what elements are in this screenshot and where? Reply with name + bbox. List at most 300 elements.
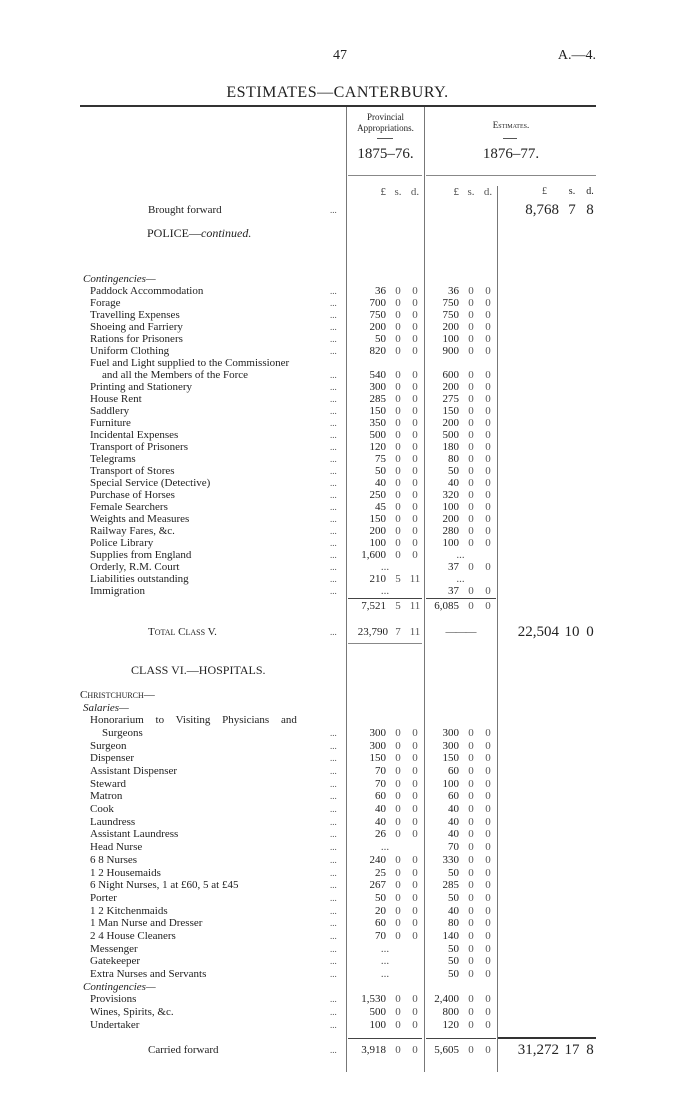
leader-dots: ...: [330, 956, 337, 967]
pence: 0: [412, 405, 418, 417]
row-label: Laundress: [90, 815, 136, 828]
pounds: 45: [375, 501, 386, 513]
leader-dots: ...: [330, 298, 337, 308]
shillings: 7: [395, 626, 401, 638]
pounds: 75: [375, 453, 386, 465]
total-rule: [348, 643, 422, 644]
pence: 0: [412, 333, 418, 345]
pence: 11: [409, 600, 421, 612]
pence: 0: [485, 525, 491, 537]
pounds: 150: [369, 513, 386, 525]
shillings: 0: [468, 333, 474, 345]
table-row: [80, 525, 597, 537]
pounds: 60: [448, 790, 459, 803]
table-row: [80, 765, 597, 777]
pounds: 36: [375, 285, 386, 297]
pounds: 100: [442, 777, 459, 790]
pence: 0: [412, 765, 418, 778]
shillings: 0: [395, 879, 401, 892]
shillings: 0: [395, 891, 401, 904]
shillings: 0: [395, 333, 401, 345]
pence: 0: [485, 285, 491, 297]
pounds: 820: [369, 345, 386, 357]
police-heading-continued: continued.: [201, 226, 252, 240]
brought-forward-row: [80, 202, 597, 218]
leader-dots: ...: [330, 478, 337, 488]
row-label: Gatekeeper: [90, 955, 141, 968]
shillings: 0: [395, 477, 401, 489]
row-label: Rations for Prisoners: [90, 333, 183, 345]
leader-dots: ...: [330, 854, 337, 865]
table-row: [80, 585, 597, 597]
pounds: 200: [369, 321, 386, 333]
row-label: Printing and Stationery: [90, 381, 193, 393]
total-class-v-row: [80, 624, 597, 640]
shillings: 0: [395, 405, 401, 417]
pounds: 200: [442, 417, 459, 429]
pounds: 280: [442, 525, 459, 537]
table-row: [80, 285, 597, 297]
blank-value: ...: [380, 942, 390, 955]
row-label: Matron: [90, 790, 123, 803]
shillings: 0: [395, 441, 401, 453]
table-row: [80, 537, 597, 549]
pence: 0: [412, 453, 418, 465]
leader-dots: ...: [330, 842, 337, 853]
table-row: [80, 429, 597, 441]
pounds: 240: [369, 853, 386, 866]
pence: 0: [485, 561, 491, 573]
pounds: 36: [448, 285, 459, 297]
pounds: 100: [442, 537, 459, 549]
pounds: 285: [369, 393, 386, 405]
pence: 0: [485, 879, 491, 892]
shillings: 0: [468, 477, 474, 489]
pounds: 40: [375, 815, 386, 828]
shillings: 0: [468, 815, 474, 828]
pounds: 320: [442, 489, 459, 501]
row-label: Incidental Expenses: [90, 429, 179, 441]
pounds: 100: [369, 537, 386, 549]
row-label: Steward: [90, 777, 127, 790]
shillings: 0: [468, 891, 474, 904]
pounds: 60: [375, 917, 386, 930]
pounds: 7,521: [361, 600, 386, 612]
row-label: House Rent: [90, 393, 142, 405]
pounds: 50: [448, 942, 459, 955]
pence: 0: [485, 345, 491, 357]
pounds: 70: [375, 929, 386, 942]
pence: 0: [485, 477, 491, 489]
pence: 0: [412, 429, 418, 441]
shillings: 0: [395, 993, 401, 1006]
shillings: 0: [468, 879, 474, 892]
pounds: 25: [375, 866, 386, 879]
shillings: 0: [468, 393, 474, 405]
shillings-unit: s.: [394, 186, 402, 198]
pence: 0: [412, 777, 418, 790]
pounds: 750: [442, 309, 459, 321]
table-row: [80, 441, 597, 453]
shillings: 0: [468, 866, 474, 879]
pence: 0: [412, 477, 418, 489]
table-row: [80, 778, 597, 790]
pounds: 70: [375, 777, 386, 790]
pence: 0: [485, 513, 491, 525]
shillings: 0: [395, 917, 401, 930]
pounds: 22,504: [517, 624, 559, 640]
pounds: 700: [369, 297, 386, 309]
total-class-v-label: Total Class V.: [148, 626, 217, 638]
pence: 0: [412, 345, 418, 357]
pence: 0: [412, 417, 418, 429]
police-heading: [147, 226, 251, 241]
shillings: 0: [395, 1018, 401, 1031]
shillings: 0: [395, 285, 401, 297]
row-label: Transport of Prisoners: [90, 441, 188, 453]
shillings: 0: [395, 309, 401, 321]
pounds: 100: [442, 333, 459, 345]
pounds: 120: [369, 441, 386, 453]
row-label: Cook: [90, 803, 114, 816]
row-label: Telegrams: [90, 453, 136, 465]
pence: 0: [485, 866, 491, 879]
leader-dots: ...: [330, 804, 337, 815]
pence-unit: d.: [483, 186, 493, 198]
shillings: 0: [468, 585, 474, 597]
pence: 0: [485, 489, 491, 501]
col1-header-rule: [348, 175, 422, 176]
pounds: 1,600: [361, 549, 386, 561]
leader-dots: ...: [330, 829, 337, 840]
leader-dots: ...: [330, 943, 337, 954]
leader-dots: ...: [330, 430, 337, 440]
pence: 0: [485, 727, 491, 740]
table-row: [80, 981, 597, 993]
table-row: [80, 381, 597, 393]
shillings: 0: [395, 513, 401, 525]
pence: 0: [485, 417, 491, 429]
pounds: 3,918: [361, 1044, 386, 1056]
pence: 0: [412, 381, 418, 393]
pounds-unit: £: [542, 186, 547, 197]
pounds: 26: [375, 828, 386, 841]
row-label: Dispenser: [90, 752, 134, 765]
total-class-v-col2-dash: ———: [445, 626, 476, 638]
pence: 0: [412, 739, 418, 752]
table-row: [80, 943, 597, 955]
row-label: Weights and Measures: [90, 513, 190, 525]
row-label: Travelling Expenses: [90, 309, 180, 321]
shillings: 0: [468, 501, 474, 513]
shillings: 0: [468, 1044, 474, 1056]
shillings: 0: [468, 904, 474, 917]
pounds: 120: [442, 1018, 459, 1031]
shillings: 0: [468, 803, 474, 816]
pounds: 300: [369, 727, 386, 740]
pounds: 23,790: [357, 626, 388, 638]
pounds: 285: [442, 879, 459, 892]
shillings: 0: [468, 955, 474, 968]
row-label: 2 4 House Cleaners: [90, 929, 176, 942]
pounds: 60: [448, 765, 459, 778]
table-row: [80, 417, 597, 429]
table-row: [80, 917, 597, 929]
pence: 0: [485, 600, 491, 612]
row-label: Immigration: [90, 585, 145, 597]
pence: 0: [485, 828, 491, 841]
shillings: 0: [395, 321, 401, 333]
pence: 0: [412, 321, 418, 333]
pounds: 20: [375, 904, 386, 917]
row-label: Head Nurse: [90, 841, 143, 854]
table-row: [80, 702, 597, 714]
pence: 0: [412, 489, 418, 501]
row-label: Surgeons: [102, 727, 143, 740]
table-row: [80, 867, 597, 879]
pence: 0: [412, 513, 418, 525]
shillings-unit: s.: [568, 186, 576, 197]
leader-dots: ...: [330, 728, 337, 739]
pence: 0: [485, 942, 491, 955]
leader-dots: ...: [330, 526, 337, 536]
table-row: [80, 905, 597, 917]
pence: 0: [412, 1006, 418, 1018]
shillings: 0: [395, 417, 401, 429]
row-label: 6 Night Nurses, 1 at £60, 5 at £45: [90, 879, 239, 892]
pounds: 200: [369, 525, 386, 537]
table-row: [80, 477, 597, 489]
shillings: 0: [395, 345, 401, 357]
pounds-unit: £: [453, 186, 459, 198]
col2-year: 1876–77.: [482, 146, 540, 162]
leader-dots: ...: [330, 394, 337, 404]
pounds: 275: [442, 393, 459, 405]
shillings: 0: [468, 828, 474, 841]
pence: 0: [485, 777, 491, 790]
leader-dots: ...: [330, 382, 337, 392]
police-heading-main: POLICE—: [147, 226, 201, 240]
leader-dots: ...: [330, 490, 337, 500]
pounds: 300: [369, 381, 386, 393]
pence: 0: [485, 929, 491, 942]
pounds: 50: [375, 465, 386, 477]
shillings: 0: [395, 815, 401, 828]
pence: 0: [485, 790, 491, 803]
shillings: 0: [468, 285, 474, 297]
table-row: [80, 930, 597, 942]
shillings: 0: [468, 929, 474, 942]
table-row: [80, 955, 597, 967]
pounds: 900: [442, 345, 459, 357]
carried-forward-row: [80, 1042, 597, 1058]
shillings: 0: [468, 765, 474, 778]
page-number: 47: [333, 48, 347, 63]
row-label: 1 Man Nurse and Dresser: [90, 917, 203, 930]
shillings: 0: [468, 841, 474, 854]
shillings: 0: [395, 525, 401, 537]
shillings: 0: [468, 993, 474, 1006]
col2-header-rule: [426, 175, 596, 176]
table-row: [80, 816, 597, 828]
table-row: [80, 357, 597, 369]
shillings: 0: [468, 739, 474, 752]
table-row: [80, 369, 597, 381]
row-label: Paddock Accommodation: [90, 285, 204, 297]
leader-dots: ...: [330, 538, 337, 548]
pence: 0: [412, 537, 418, 549]
row-label: Salaries—: [83, 701, 129, 714]
pounds-unit: £: [380, 186, 386, 198]
pounds: 8,768: [525, 202, 559, 218]
shillings: 0: [395, 828, 401, 841]
shillings: 0: [468, 345, 474, 357]
pence: 0: [412, 1018, 418, 1031]
shillings: 0: [395, 765, 401, 778]
table-row: [80, 561, 597, 573]
pence: 0: [412, 501, 418, 513]
leader-dots: ...: [330, 1045, 337, 1055]
table-row: [80, 333, 597, 345]
col2-sum-rule: [426, 1038, 496, 1039]
pounds: 330: [442, 853, 459, 866]
pence: 0: [412, 828, 418, 841]
pounds: 267: [369, 879, 386, 892]
leader-dots: ...: [330, 766, 337, 777]
pence: 0: [412, 752, 418, 765]
col2-sum-rule: [426, 598, 496, 599]
row-label: Orderly, R.M. Court: [90, 561, 180, 573]
pence: 0: [485, 967, 491, 980]
blank-value: ...: [380, 585, 390, 597]
leader-dots: ...: [330, 994, 337, 1005]
pounds: 50: [375, 891, 386, 904]
table-row: [80, 513, 597, 525]
shillings: 0: [395, 297, 401, 309]
leader-dots: ...: [330, 791, 337, 802]
pence: 0: [485, 752, 491, 765]
table-row: [80, 892, 597, 904]
row-label: Supplies from England: [90, 549, 192, 561]
pounds: 200: [442, 321, 459, 333]
pounds: 40: [448, 803, 459, 816]
pounds: 60: [375, 790, 386, 803]
pounds: 70: [448, 841, 459, 854]
row-label: Extra Nurses and Servants: [90, 967, 207, 980]
pence: 0: [485, 891, 491, 904]
shillings: 0: [395, 866, 401, 879]
pence: 0: [485, 955, 491, 968]
shillings: 0: [395, 777, 401, 790]
pence: 0: [412, 879, 418, 892]
subtotal-row: [80, 600, 597, 612]
pence: 0: [485, 585, 491, 597]
shillings: 0: [468, 561, 474, 573]
brought-forward-label: Brought forward: [148, 204, 222, 216]
table-row: [80, 345, 597, 357]
shillings: 0: [395, 381, 401, 393]
row-label: Wines, Spirits, &c.: [90, 1006, 174, 1018]
pounds: 100: [369, 1018, 386, 1031]
table-row: [80, 309, 597, 321]
leader-dots: ...: [330, 1019, 337, 1030]
pence: 0: [412, 285, 418, 297]
shillings: 0: [468, 465, 474, 477]
table-row: [80, 465, 597, 477]
pounds: 180: [442, 441, 459, 453]
pence: 0: [412, 790, 418, 803]
pence: 0: [412, 297, 418, 309]
table-row: [80, 993, 597, 1005]
pence: 0: [412, 803, 418, 816]
pence: 0: [485, 841, 491, 854]
pence: 0: [485, 321, 491, 333]
leader-dots: ...: [330, 334, 337, 344]
pence: 0: [485, 369, 491, 381]
pence: 0: [412, 441, 418, 453]
table-row: [80, 879, 597, 891]
pence: 0: [412, 465, 418, 477]
shillings: 0: [395, 465, 401, 477]
shillings: 0: [468, 309, 474, 321]
pounds: 50: [448, 866, 459, 879]
table-row: [80, 828, 597, 840]
table-row: [80, 501, 597, 513]
col1-sum-rule: [348, 1038, 422, 1039]
table-row: [80, 854, 597, 866]
shillings: 0: [468, 853, 474, 866]
pence: 0: [485, 917, 491, 930]
leader-dots: ...: [330, 466, 337, 476]
shillings: 0: [468, 967, 474, 980]
col1-heading: Provincial Appropriations.: [357, 112, 414, 133]
pence: 0: [412, 853, 418, 866]
shillings: 0: [395, 727, 401, 740]
leader-dots: ...: [330, 753, 337, 764]
table-row: [80, 573, 597, 585]
pounds: 1,530: [361, 993, 386, 1006]
leader-dots: ...: [330, 514, 337, 524]
shillings: 0: [395, 904, 401, 917]
pence: 0: [485, 441, 491, 453]
shillings: 0: [395, 393, 401, 405]
leader-dots: ...: [330, 1007, 337, 1017]
pounds: 50: [448, 967, 459, 980]
row-label: Christchurch—: [80, 689, 155, 701]
table-row: [80, 405, 597, 417]
pence: 0: [485, 429, 491, 441]
pence: 0: [485, 309, 491, 321]
pence: 0: [412, 549, 418, 561]
leader-dots: ...: [330, 778, 337, 789]
leader-dots: ...: [330, 406, 337, 416]
row-label: Furniture: [90, 417, 131, 429]
pence: 0: [485, 904, 491, 917]
leader-dots: ...: [330, 370, 337, 380]
title-rule: [80, 105, 596, 107]
pounds: 300: [369, 739, 386, 752]
shillings: 0: [468, 752, 474, 765]
pence: 0: [412, 393, 418, 405]
shillings: 0: [395, 803, 401, 816]
pence: 11: [409, 573, 421, 585]
pence: 0: [485, 333, 491, 345]
leader-dots: ...: [330, 418, 337, 428]
pounds: 80: [448, 917, 459, 930]
pounds: 540: [369, 369, 386, 381]
pence: 0: [485, 853, 491, 866]
pounds: 31,272: [517, 1042, 559, 1058]
